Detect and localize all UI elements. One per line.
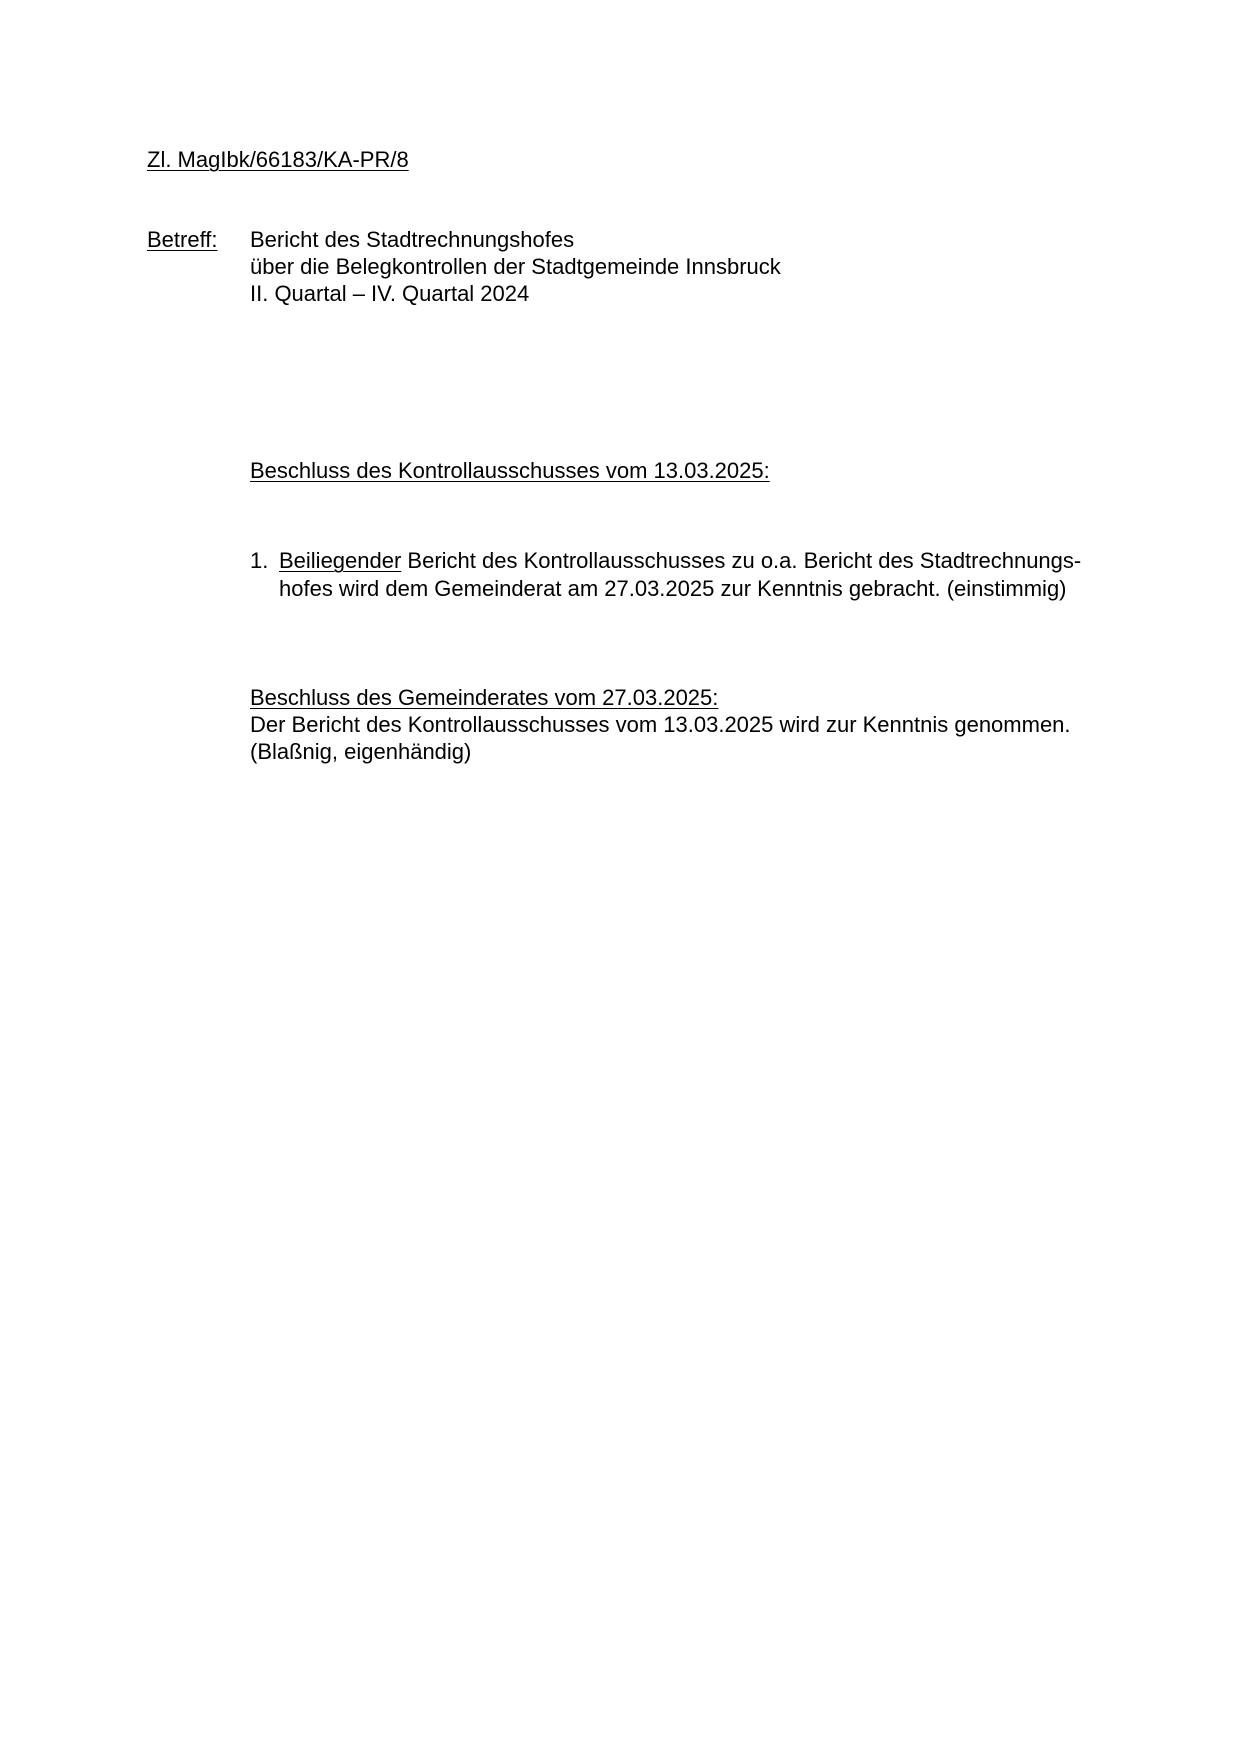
resolution-item-line-1	[279, 547, 1081, 575]
resolution-item-text	[279, 547, 1081, 603]
reference-number: Zl. MagIbk/66183/KA-PR/8	[147, 147, 409, 172]
subject-line-2: über die Belegkontrollen der Stadtgemeinde Innsbruck	[250, 254, 781, 279]
council-note: (Blaßnig, eigenhändig)	[250, 739, 472, 764]
subject-line-3: II. Quartal – IV. Quartal 2024	[250, 281, 530, 306]
council-block	[250, 684, 1071, 765]
resolution-item-line-1-rest: Bericht des Kontrollausschusses zu o.a. Bericht des Stadtrechnungs-	[401, 548, 1082, 573]
subject-line-1: Bericht des Stadtrechnungshofes	[250, 227, 575, 252]
council-text: Der Bericht des Kontrollausschusses vom 13.03.2025 wird zur Kenntnis genommen.	[250, 712, 1071, 737]
subject-label: Betreff:	[147, 227, 218, 252]
resolution-item-line-2: hofes wird dem Gemeinderat am 27.03.2025 zur Kenntnis gebracht. (einstimmig)	[279, 576, 1067, 601]
council-heading: Beschluss des Gemeinderates vom 27.03.2025:	[250, 685, 719, 710]
resolution-item-number: 1.	[250, 548, 269, 573]
subject-text	[250, 226, 781, 307]
control-committee-heading: Beschluss des Kontrollausschusses vom 13.03.2025:	[250, 458, 770, 483]
resolution-item-underlined-word: Beiliegender	[279, 548, 402, 573]
